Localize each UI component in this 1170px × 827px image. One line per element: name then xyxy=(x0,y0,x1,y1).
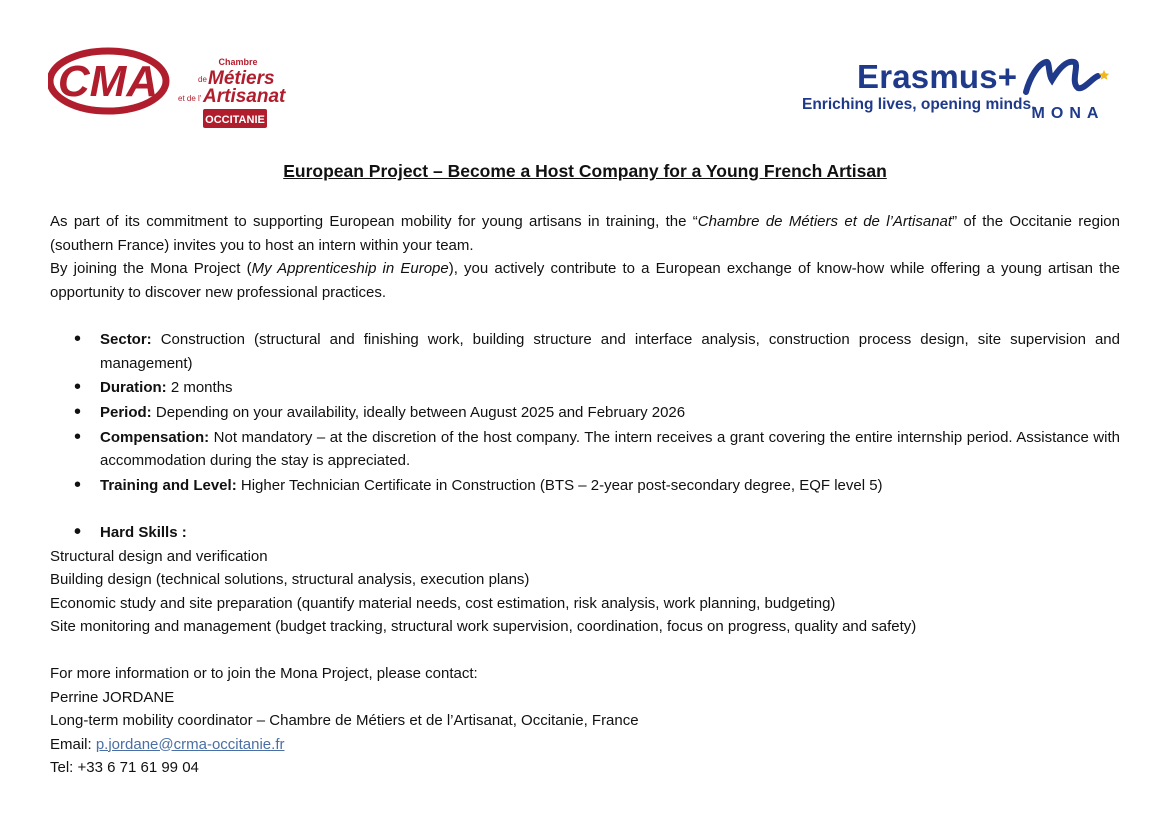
detail-text: Higher Technician Certificate in Construction (BTS – 2-year post-secondary degree, EQF level 5) xyxy=(236,477,883,495)
mona-logo-star-icon xyxy=(1099,70,1109,80)
hard-skill-item: Structural design and verification xyxy=(50,547,268,565)
mona-logo-text: MONA xyxy=(1031,105,1105,122)
page-title: European Project – Become a Host Company for a Young French Artisan xyxy=(283,161,887,181)
intro-p1-italic: Chambre de Métiers et de l’Artisanat xyxy=(697,213,953,230)
detail-label: Sector: xyxy=(100,331,152,348)
cma-logo-de: de xyxy=(198,75,207,84)
contact-email-line xyxy=(50,733,1120,757)
contact-email-label: Email: xyxy=(50,735,96,753)
intro-p2-before: By joining the Mona Project ( xyxy=(50,260,252,277)
contact-email-link[interactable]: p.jordane@crma-occitanie.fr xyxy=(95,735,285,753)
detail-compensation xyxy=(50,426,1120,473)
mona-logo-mark xyxy=(1026,62,1098,92)
intro-p2-italic: My Apprenticeship in Europe xyxy=(251,260,449,277)
intro-paragraph-1 xyxy=(50,210,1120,257)
details-list xyxy=(50,328,1120,499)
erasmus-logo-tagline: Enriching lives, opening minds. xyxy=(802,96,1036,113)
detail-label: Compensation: xyxy=(100,428,210,446)
cma-logo-monogram: CMA xyxy=(57,57,159,106)
hard-skills-section xyxy=(50,521,1120,639)
detail-label: Period: xyxy=(100,404,152,422)
cma-logo-et-de: et de l' xyxy=(178,94,202,103)
detail-period xyxy=(50,401,1120,425)
cma-logo xyxy=(48,44,298,132)
hard-skill-item: Site monitoring and management (budget tracking, structural work supervision, coordination, focus on progress, quality and safety) xyxy=(50,618,917,635)
erasmus-logo xyxy=(800,58,1036,120)
cma-logo-metiers: Métiers xyxy=(208,68,275,89)
intro-paragraph-2 xyxy=(50,257,1120,304)
erasmus-logo-title: Erasmus+ xyxy=(857,58,1018,95)
detail-label: Duration: xyxy=(100,379,167,397)
cma-logo-line1: Chambre xyxy=(218,57,258,67)
detail-training-level xyxy=(50,474,1120,498)
contact-name: Perrine JORDANE xyxy=(50,688,175,706)
intro-p1-before: As part of its commitment to supporting European mobility for young artisans in training, the “ xyxy=(50,213,698,230)
contact-intro: For more information or to join the Mona Project, please contact: xyxy=(50,665,478,682)
detail-duration xyxy=(50,376,1120,400)
intro-p2-after: ), you actively contribute to a European exchange of know-how while offering a young artisan the opportunity to discover new professional practices. xyxy=(50,260,1121,301)
detail-label: Training and Level: xyxy=(100,477,237,495)
hard-skill-item: Economic study and site preparation (quantify material needs, cost estimation, risk analysis, work planning, budgeting) xyxy=(50,594,836,612)
hard-skill-item: Building design (technical solutions, structural analysis, execution plans) xyxy=(50,571,530,588)
contact-section xyxy=(50,662,1120,780)
detail-text: Not mandatory – at the discretion of the host company. The intern receives a grant covering the entire internship period. Assistance with accommodation during the stay is appreciated. xyxy=(100,428,1120,470)
contact-tel: Tel: +33 6 71 61 99 04 xyxy=(50,759,199,776)
detail-text: Construction (structural and finishing work, building structure and interface analysis, construction process design, site supervision and management) xyxy=(100,331,1120,372)
mona-logo xyxy=(1018,52,1118,127)
detail-text: 2 months xyxy=(166,379,233,397)
hard-skills-heading: • Hard Skills : xyxy=(50,521,1120,545)
detail-text: Depending on your availability, ideally between August 2025 and February 2026 xyxy=(151,404,686,422)
cma-logo-region: OCCITANIE xyxy=(205,114,265,126)
detail-sector xyxy=(50,328,1120,375)
intro-p1-after: ” of the Occitanie region (southern France) invites you to host an intern within your team. xyxy=(50,213,1120,254)
contact-role: Long-term mobility coordinator – Chambre de Métiers et de l’Artisanat, Occitanie, France xyxy=(50,712,639,729)
cma-logo-artisanat: Artisanat xyxy=(203,86,286,107)
